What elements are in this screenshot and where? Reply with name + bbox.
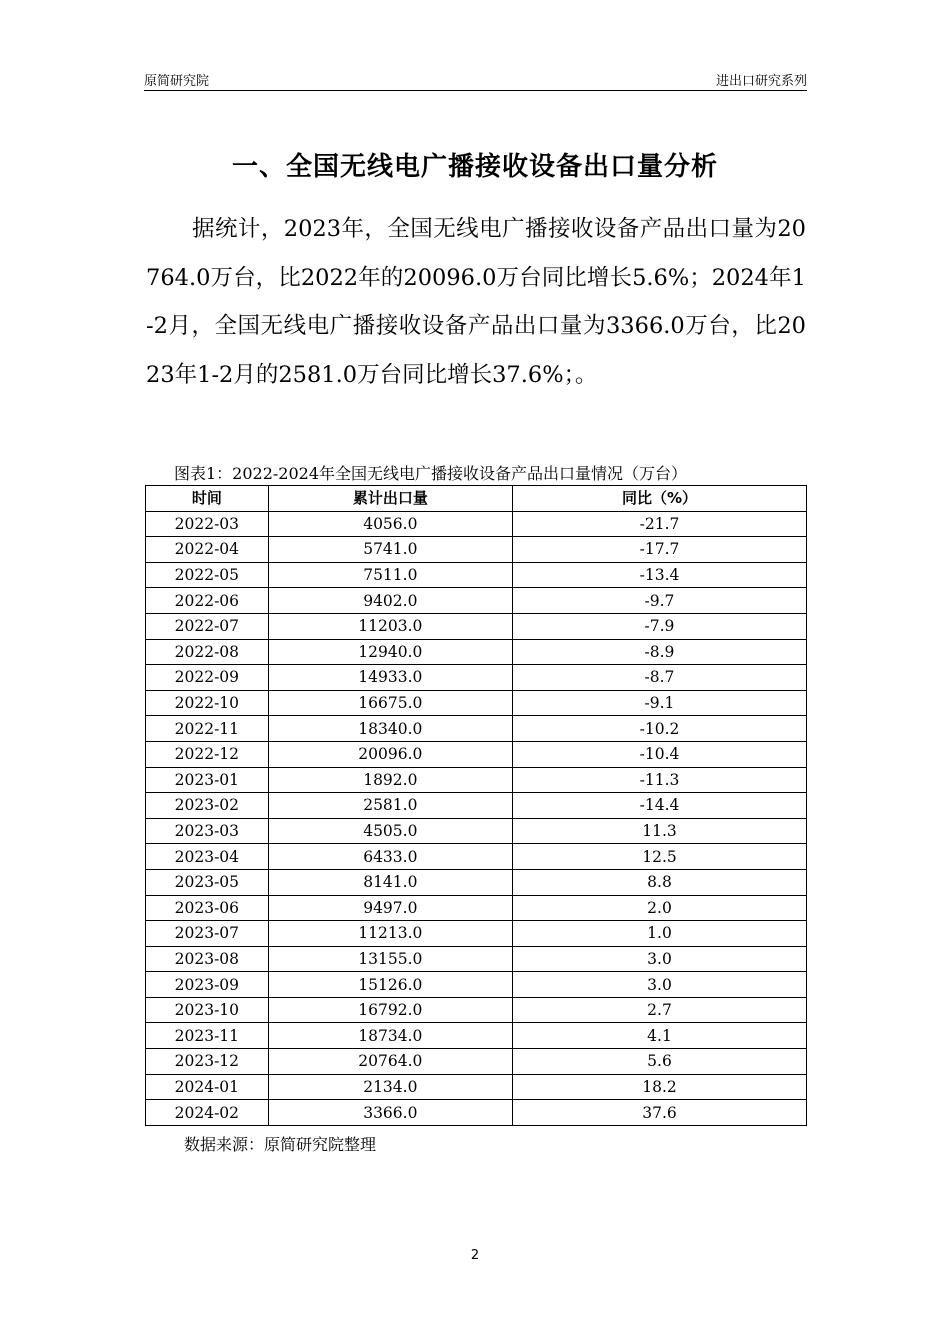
table-row [146,921,807,947]
cell-time: 2024-01 [146,1074,269,1100]
cell-cumulative-export: 4505.0 [268,818,512,844]
cell-yoy: 1.0 [512,921,806,947]
table-header-row [146,486,807,512]
cell-time: 2024-02 [146,1100,269,1126]
table-row [146,562,807,588]
cell-yoy: -9.7 [512,588,806,614]
table-row [146,613,807,639]
cell-time: 2022-06 [146,588,269,614]
table-row [146,690,807,716]
table-row [146,972,807,998]
page-header [144,64,807,91]
cell-cumulative-export: 9497.0 [268,895,512,921]
cell-time: 2022-10 [146,690,269,716]
cell-time: 2023-02 [146,793,269,819]
cell-time: 2022-03 [146,511,269,537]
column-header-yoy: 同比（%） [512,486,806,512]
cell-yoy: 4.1 [512,1023,806,1049]
cell-cumulative-export: 1892.0 [268,767,512,793]
cell-yoy: -8.7 [512,665,806,691]
cell-cumulative-export: 11203.0 [268,613,512,639]
column-header-cumulative-export: 累计出口量 [268,486,512,512]
cell-time: 2023-01 [146,767,269,793]
cell-time: 2023-11 [146,1023,269,1049]
cell-cumulative-export: 15126.0 [268,972,512,998]
cell-cumulative-export: 8141.0 [268,869,512,895]
table-row [146,767,807,793]
cell-cumulative-export: 20096.0 [268,741,512,767]
export-volume-table [145,485,807,1126]
cell-yoy: 3.0 [512,972,806,998]
cell-cumulative-export: 18734.0 [268,1023,512,1049]
table-caption: 图表1：2022-2024年全国无线电广播接收设备产品出口量情况（万台） [174,464,688,483]
cell-cumulative-export: 16792.0 [268,997,512,1023]
table-row [146,588,807,614]
cell-yoy: -21.7 [512,511,806,537]
cell-time: 2022-05 [146,562,269,588]
page-number: 2 [470,1248,480,1263]
table-row [146,537,807,563]
cell-cumulative-export: 6433.0 [268,844,512,870]
cell-yoy: -10.2 [512,716,806,742]
cell-yoy: -7.9 [512,613,806,639]
data-source-note: 数据来源：原简研究院整理 [184,1135,377,1154]
cell-time: 2023-12 [146,1049,269,1075]
table-row [146,1049,807,1075]
cell-yoy: 8.8 [512,869,806,895]
cell-yoy: -14.4 [512,793,806,819]
cell-cumulative-export: 16675.0 [268,690,512,716]
header-series-name: 进出口研究系列 [715,74,807,89]
cell-yoy: -9.1 [512,690,806,716]
table-row [146,716,807,742]
cell-yoy: 18.2 [512,1074,806,1100]
summary-paragraph: 据统计，2023年，全国无线电广播接收设备产品出口量为20764.0万台，比2022年的20096.0万台同比增长5.6%；2024年1-2月，全国无线电广播接收设备产品出口量为3366.0万台，比2023年1-2月的2581.0万台同比增长37.6%；。 [146,216,806,388]
table-row [146,639,807,665]
cell-yoy: 11.3 [512,818,806,844]
table-row [146,1100,807,1126]
table-row [146,1023,807,1049]
cell-yoy: 2.7 [512,997,806,1023]
cell-cumulative-export: 20764.0 [268,1049,512,1075]
table-row [146,818,807,844]
cell-cumulative-export: 18340.0 [268,716,512,742]
table-row [146,793,807,819]
table-row [146,1074,807,1100]
cell-cumulative-export: 5741.0 [268,537,512,563]
cell-time: 2023-10 [146,997,269,1023]
table-row [146,946,807,972]
table-body [146,511,807,1125]
cell-cumulative-export: 2134.0 [268,1074,512,1100]
cell-cumulative-export: 13155.0 [268,946,512,972]
cell-time: 2023-09 [146,972,269,998]
column-header-time: 时间 [146,486,269,512]
cell-yoy: 37.6 [512,1100,806,1126]
cell-cumulative-export: 7511.0 [268,562,512,588]
table-row [146,511,807,537]
cell-yoy: -13.4 [512,562,806,588]
cell-time: 2022-09 [146,665,269,691]
cell-yoy: 5.6 [512,1049,806,1075]
header-org-name: 原简研究院 [144,74,210,89]
cell-time: 2022-08 [146,639,269,665]
cell-time: 2023-05 [146,869,269,895]
table-row [146,665,807,691]
cell-yoy: 2.0 [512,895,806,921]
table-row [146,895,807,921]
cell-yoy: -8.9 [512,639,806,665]
cell-cumulative-export: 2581.0 [268,793,512,819]
cell-cumulative-export: 11213.0 [268,921,512,947]
cell-time: 2023-03 [146,818,269,844]
cell-yoy: -11.3 [512,767,806,793]
cell-time: 2023-08 [146,946,269,972]
cell-time: 2022-12 [146,741,269,767]
cell-time: 2023-04 [146,844,269,870]
cell-cumulative-export: 4056.0 [268,511,512,537]
cell-time: 2022-07 [146,613,269,639]
cell-yoy: 12.5 [512,844,806,870]
cell-time: 2022-11 [146,716,269,742]
cell-time: 2023-07 [146,921,269,947]
cell-cumulative-export: 9402.0 [268,588,512,614]
cell-cumulative-export: 14933.0 [268,665,512,691]
cell-cumulative-export: 12940.0 [268,639,512,665]
cell-yoy: -10.4 [512,741,806,767]
cell-yoy: -17.7 [512,537,806,563]
section-title: 一、全国无线电广播接收设备出口量分析 [231,152,718,182]
table-row [146,741,807,767]
cell-yoy: 3.0 [512,946,806,972]
table-row [146,869,807,895]
cell-time: 2023-06 [146,895,269,921]
cell-cumulative-export: 3366.0 [268,1100,512,1126]
table-row [146,997,807,1023]
table-row [146,844,807,870]
cell-time: 2022-04 [146,537,269,563]
